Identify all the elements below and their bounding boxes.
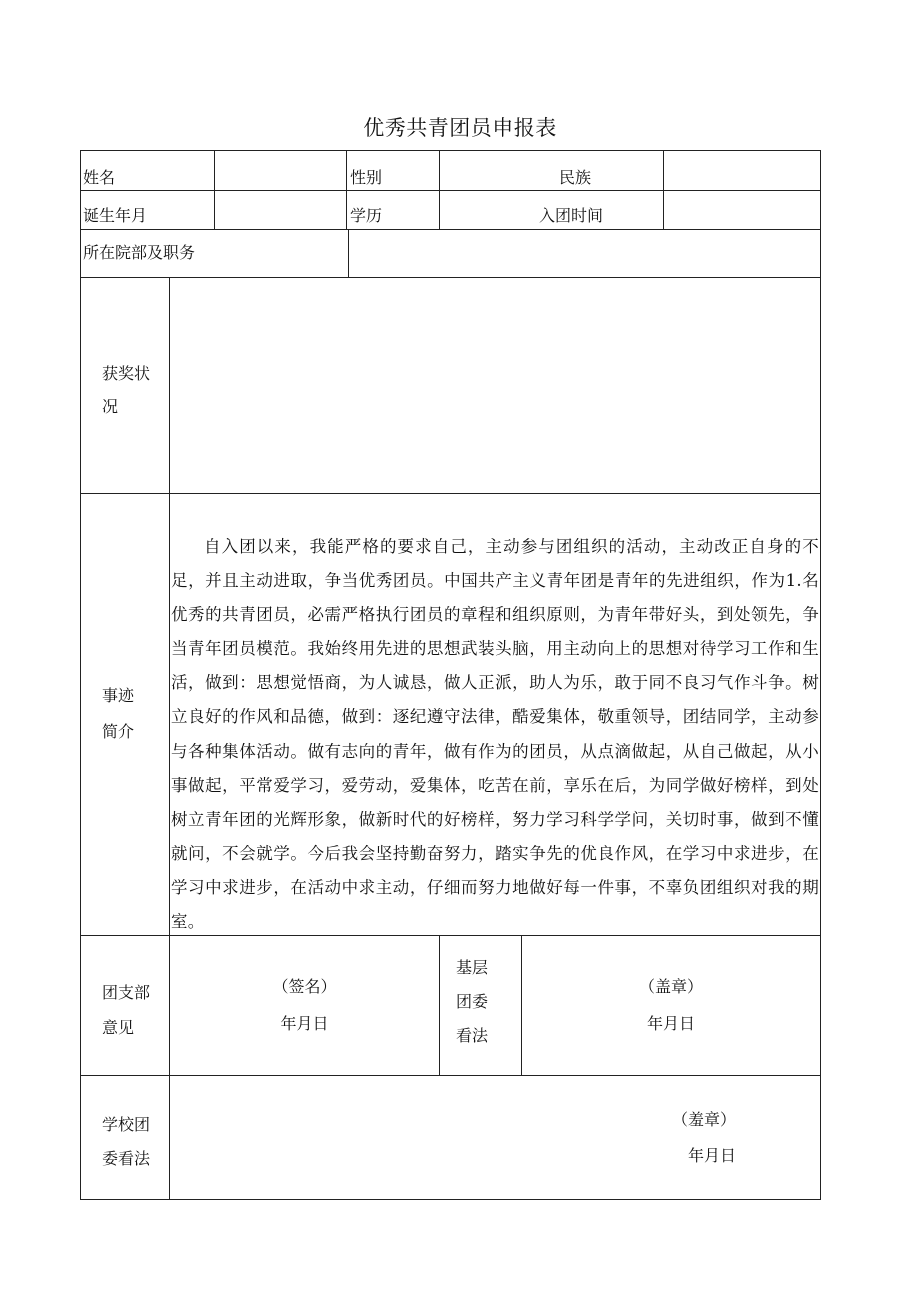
school-label-line2: 委看法 — [102, 1149, 151, 1168]
col-divider — [439, 935, 440, 1075]
branch-date: 年月日 — [280, 1014, 329, 1033]
birth-field[interactable] — [218, 200, 342, 224]
birth-label: 诞生年月 — [83, 206, 148, 225]
awards-label-line1: 获奖状 — [102, 364, 151, 383]
deeds-text[interactable]: 自入团以来，我能严格的要求自己，主动参与团组织的活动，主动改正自身的不足，并且主动进取，争当优秀团员。中国共产主义青年团是青年的先进组织，作为1.名优秀的共青团员，必需严格执行团员的章程和组织原则，为青年带好头，到处领先，争当青年团员模范。我始终用先进的思想武装头脑，用主动向上的思想对待学习工作和生活，做到：思想觉悟商，为人诚恳，做人正派，助人为乐，敢于同不良习气作斗争。树立良好的作风和品德，做到：逐纪遵守法律，酷爱集体，敬重领导，团结同学，主动参与各种集体活动。做有志向的青年，做有作为的团员，从点滴做起，从自己做起，从小事做起，平常爱学习，爱劳动，爱集体，吃苦在前，享乐在后，为同学做好榜样，到处树立青年团的光辉形象，做新时代的好榜样，努力学习科学学问，关切时事，做到不懂就问，不会就学。今后我会坚持勤奋努力，踏实争先的优良作风，在学习中求进步，在学习中求进步，在活动中求主动，仔细而努力地做好每一件事，不辜负团组织对我的期室。 — [171, 537, 819, 932]
join-time-label: 入团时间 — [539, 206, 604, 225]
grassroots-seal: （盖章） — [638, 977, 703, 996]
ethnicity-field[interactable] — [667, 162, 817, 186]
branch-label-line2: 意见 — [102, 1018, 135, 1037]
row-divider — [80, 493, 821, 494]
col-divider — [439, 150, 440, 229]
awards-field[interactable] — [173, 282, 815, 488]
deeds-label-line1: 事迹 — [102, 686, 135, 705]
awards-label-cont — [102, 397, 118, 417]
row-divider — [80, 190, 821, 191]
dept-position-label: 所在院部及职务 — [83, 243, 196, 262]
row-divider — [80, 1075, 821, 1076]
col-divider — [346, 150, 347, 229]
deeds-label-line2: 简介 — [102, 722, 135, 741]
table-border-top — [80, 150, 821, 151]
row-divider — [80, 277, 821, 278]
school-seal: （羞章） — [672, 1110, 737, 1129]
table-border-left — [80, 150, 81, 1200]
col-divider — [348, 229, 349, 277]
table-border-right — [820, 150, 821, 1200]
gender-label: 性别 — [350, 168, 383, 187]
dept-position-field[interactable] — [352, 237, 816, 271]
ethnicity-label: 民族 — [559, 168, 592, 187]
table-border-bottom — [80, 1199, 821, 1200]
grassroots-label-line3: 看法 — [456, 1026, 489, 1045]
row-divider — [80, 229, 821, 230]
grassroots-label-line1: 基层 — [456, 958, 489, 977]
col-divider — [521, 935, 522, 1075]
education-field[interactable] — [443, 200, 523, 224]
col-divider — [169, 277, 170, 1199]
page-title: 优秀共青团员申报表 — [363, 116, 557, 140]
gender-field[interactable] — [443, 162, 531, 186]
name-field[interactable] — [218, 162, 342, 186]
school-label-line1: 学校团 — [102, 1115, 151, 1134]
grassroots-date: 年月日 — [646, 1014, 695, 1033]
col-divider — [663, 150, 664, 229]
col-divider — [214, 150, 215, 229]
branch-sign: （签名） — [272, 977, 337, 996]
awards-label-line2: 况 — [102, 397, 119, 416]
name-label: 姓名 — [83, 168, 116, 187]
branch-label-line1: 团支部 — [102, 983, 151, 1002]
awards-label — [102, 364, 150, 384]
school-date: 年月日 — [688, 1146, 737, 1165]
education-label: 学历 — [350, 206, 383, 225]
join-time-field[interactable] — [667, 200, 817, 224]
grassroots-label-line2: 团委 — [456, 992, 489, 1011]
